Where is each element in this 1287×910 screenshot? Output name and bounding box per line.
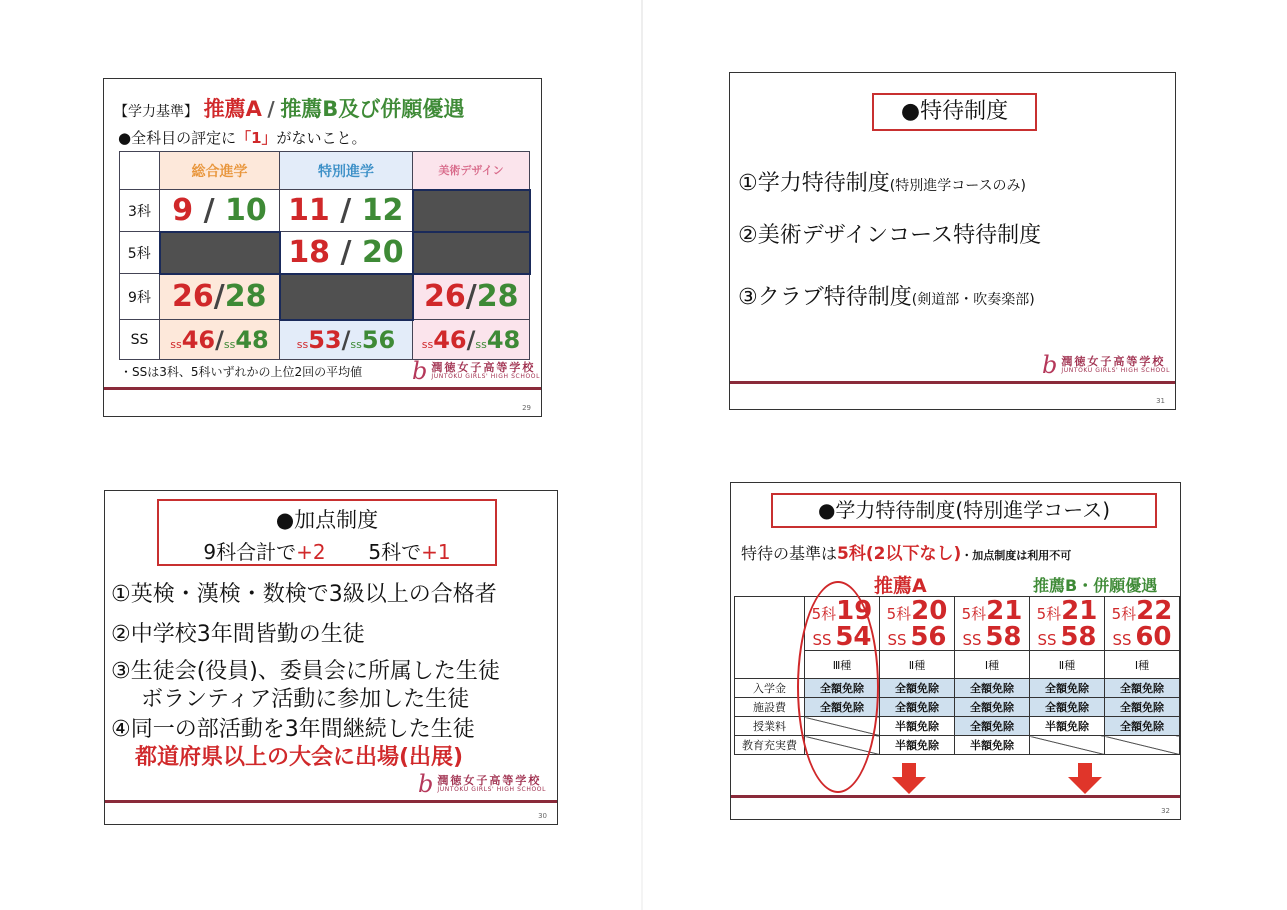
benefit-cell: 全額免除 — [955, 698, 1030, 717]
row-education: 教育充実費 — [735, 736, 805, 755]
criteria-quote: 「1」 — [236, 129, 277, 147]
down-arrow-icon — [891, 763, 927, 795]
row-3ka: 3科 — [120, 190, 160, 232]
benefit-cell: 全額免除 — [1105, 717, 1180, 736]
logo-en: JUNTOKU GIRLS' HIGH SCHOOL — [431, 372, 541, 380]
cell-5ka-bijutsu-na — [413, 232, 530, 274]
page-number: 31 — [1156, 397, 1165, 405]
cell-9ka-tokubetsu-na — [280, 274, 413, 320]
scholarship-criteria: 特待の基準は5科(2以下なし)・加点制度は利用不可 — [741, 544, 1072, 564]
bonus-item-1: ①英検・漢検・数検で3級以上の合格者 — [111, 582, 497, 607]
cell-3ka-sogo: 9 / 10 — [160, 190, 280, 232]
corner-cell — [120, 152, 160, 190]
logo-mark-icon: b — [1042, 351, 1058, 379]
row-facility: 施設費 — [735, 698, 805, 717]
benefit-cell-none — [1105, 736, 1180, 755]
footer-line — [105, 800, 557, 803]
score-col-2: 5科20 SS 56 — [880, 597, 955, 651]
item-art: ②美術デザインコース特待制度 — [738, 223, 1042, 248]
header-bracket: 【学力基準】 — [114, 104, 198, 120]
title-sep: / — [267, 97, 275, 121]
group-a-label: 推薦A — [874, 575, 927, 597]
tier-1: Ⅲ種 — [805, 651, 880, 679]
slide-academic-scholarship — [730, 482, 1181, 820]
cell-ss-tokubetsu: ss53/ss56 — [280, 320, 413, 360]
page-number: 30 — [538, 812, 547, 820]
benefit-cell: 全額免除 — [955, 679, 1030, 698]
row-9ka: 9科 — [120, 274, 160, 320]
cell-3ka-tokubetsu: 11 / 12 — [280, 190, 413, 232]
school-logo: b 潤徳女子高等学校 JUNTOKU GIRLS' HIGH SCHOOL — [1042, 351, 1171, 379]
benefit-cell: 半額免除 — [1030, 717, 1105, 736]
score-col-1: 5科19 SS 54 — [805, 597, 880, 651]
cell-ss-bijutsu: ss46/ss48 — [413, 320, 530, 360]
cell-ss-sogo: ss46/ss48 — [160, 320, 280, 360]
tier-3: Ⅰ種 — [955, 651, 1030, 679]
page-fold — [641, 0, 643, 910]
score-col-4: 5科21 SS 58 — [1030, 597, 1105, 651]
school-logo: b 潤徳女子高等学校 JUNTOKU GIRLS' HIGH SCHOOL — [418, 770, 547, 798]
bonus-item-2: ②中学校3年間皆勤の生徒 — [111, 622, 365, 647]
benefit-cell: 半額免除 — [955, 736, 1030, 755]
benefit-cell-none — [1030, 736, 1105, 755]
score-col-3: 5科21 SS 58 — [955, 597, 1030, 651]
bonus-item-3a: ③生徒会(役員)、委員会に所属した生徒 — [111, 659, 500, 684]
slide3-title: ●加点制度 — [275, 508, 379, 532]
page-number: 29 — [522, 404, 531, 412]
row-5ka: 5科 — [120, 232, 160, 274]
benefit-cell: 全額免除 — [805, 698, 880, 717]
row-admission: 入学金 — [735, 679, 805, 698]
title-b: 推薦B及び併願優遇 — [280, 97, 465, 121]
down-arrow-icon — [1067, 763, 1103, 795]
criteria-pre: ●全科目の評定に — [118, 129, 237, 147]
slide4-title: ●学力特待制度(特別進学コース) — [771, 493, 1157, 528]
cell-5ka-tokubetsu: 18 / 20 — [280, 232, 413, 274]
benefit-cell: 全額免除 — [1030, 679, 1105, 698]
col-tokubetsu: 特別進学 — [280, 152, 413, 190]
title-a: 推薦A — [203, 97, 262, 121]
corner-cell — [735, 597, 805, 679]
tier-5: Ⅰ種 — [1105, 651, 1180, 679]
item-academic: ①学力特待制度(特別進学コースのみ) — [738, 171, 1026, 196]
tier-2: Ⅱ種 — [880, 651, 955, 679]
bonus-title-box — [157, 499, 497, 566]
bonus-item-3b: ボランティア活動に参加した生徒 — [141, 687, 470, 712]
tier-4: Ⅱ種 — [1030, 651, 1105, 679]
group-b-label: 推薦B・併願優遇 — [1033, 576, 1158, 595]
criteria-line — [118, 127, 367, 148]
col-bijutsu: 美術デザイン — [413, 152, 530, 190]
benefit-cell: 全額免除 — [805, 679, 880, 698]
benefit-cell: 全額免除 — [880, 679, 955, 698]
highlight-ellipse — [797, 581, 879, 793]
footer-line — [104, 387, 541, 390]
slide2-title: ●特待制度 — [872, 93, 1037, 131]
bonus-item-4-note: 都道府県以上の大会に出場(出展) — [135, 745, 464, 770]
logo-jp: 潤徳女子高等学校 — [431, 360, 536, 374]
slide-scholarship-system — [729, 72, 1176, 410]
benefit-cell: 全額免除 — [1030, 698, 1105, 717]
bonus-item-4: ④同一の部活動を3年間継続した生徒 — [111, 717, 475, 742]
score-col-5: 5科22 SS 60 — [1105, 597, 1180, 651]
benefit-cell: 半額免除 — [880, 717, 955, 736]
cell-5ka-sogo-na — [160, 232, 280, 274]
page-number: 32 — [1161, 807, 1170, 815]
logo-mark-icon: b — [412, 357, 428, 385]
footer-line — [731, 795, 1180, 798]
col-sogo: 総合進学 — [160, 152, 280, 190]
row-ss: SS — [120, 320, 160, 360]
criteria-table — [119, 151, 531, 360]
bonus-rule: 9科合計で+2 5科で+1 — [203, 540, 451, 564]
benefit-cell: 全額免除 — [955, 717, 1030, 736]
slide-academic-criteria — [103, 78, 542, 417]
benefit-cell: 全額免除 — [1105, 679, 1180, 698]
slide-bonus-points — [104, 490, 558, 825]
slide1-title — [114, 93, 464, 123]
cell-9ka-sogo: 26/28 — [160, 274, 280, 320]
cell-3ka-bijutsu-na — [413, 190, 530, 232]
ss-note: ・SSは3科、5科いずれかの上位2回の平均値 — [120, 365, 363, 379]
item-club: ③クラブ特待制度(剣道部・吹奏楽部) — [738, 285, 1035, 310]
benefit-cell: 半額免除 — [880, 736, 955, 755]
criteria-post: がないこと。 — [276, 129, 367, 147]
benefit-cell: 全額免除 — [1105, 698, 1180, 717]
row-tuition: 授業料 — [735, 717, 805, 736]
school-logo — [412, 359, 540, 383]
cell-9ka-bijutsu: 26/28 — [413, 274, 530, 320]
logo-mark-icon: b — [418, 770, 434, 798]
benefit-cell: 全額免除 — [880, 698, 955, 717]
footer-line — [730, 381, 1175, 384]
